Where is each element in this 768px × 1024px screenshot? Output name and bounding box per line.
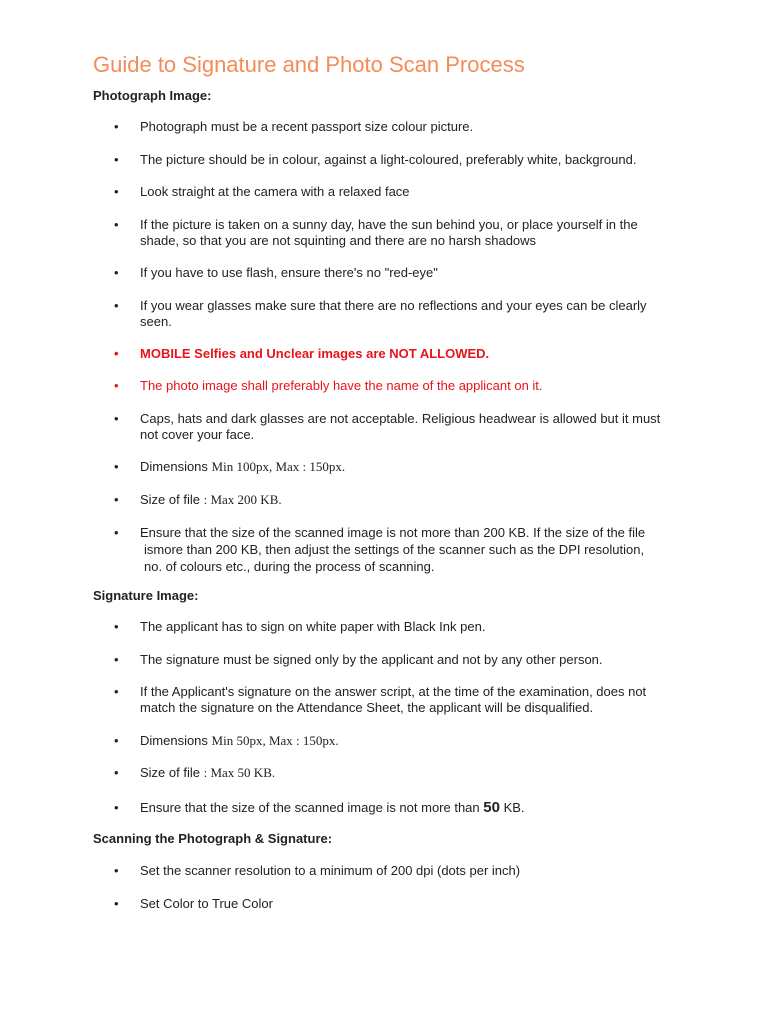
- bullet-icon: •: [114, 525, 119, 540]
- list-item-text: The picture should be in colour, against a light-coloured, preferably white, background.: [140, 152, 637, 167]
- ensure-line-2b: more than 200 KB, then adjust the settings of the scanner such as the DPI resolution,: [153, 542, 645, 557]
- list-item-text: Look straight at the camera with a relaxed face: [140, 184, 410, 199]
- list-item-text: The signature must be signed only by the applicant and not by any other person.: [140, 652, 603, 667]
- list-item-text: If the picture is taken on a sunny day, have the sun behind you, or place yourself in the shade, so that you are not squinting and there are no harsh shadows: [140, 217, 638, 248]
- file-size-value: : Max 200 KB.: [203, 492, 282, 507]
- list-item-text: The applicant has to sign on white paper with Black Ink pen.: [140, 619, 486, 634]
- bullet-icon: •: [114, 684, 119, 699]
- list-item-text: Photograph must be a recent passport size colour picture.: [140, 119, 474, 134]
- ensure-line-1: Ensure that the size of the scanned image is not more than 200 KB. If the size of the file: [140, 525, 646, 540]
- list-item-ensure-size: [114, 524, 674, 575]
- page-title: Guide to Signature and Photo Scan Process: [93, 52, 525, 77]
- list-item: [114, 217, 674, 249]
- list-item-text: Set Color to True Color: [140, 896, 273, 911]
- list-item-dimensions: [114, 459, 674, 475]
- ensure-line-2a: is: [144, 542, 154, 557]
- dimensions-value: Min 100px, Max : 150px.: [211, 459, 346, 474]
- list-item-text: The photo image shall preferably have the name of the applicant on it.: [140, 378, 543, 393]
- ensure-prefix: Ensure that the size of the scanned image is not more than: [140, 800, 480, 815]
- list-item: [114, 152, 674, 168]
- list-item-warning: [114, 378, 674, 394]
- dimensions-label: Dimensions: [140, 733, 208, 748]
- list-item-text: If the Applicant's signature on the answer script, at the time of the examination, does not match the signature on the Attendance Sheet, the applicant will be disqualified.: [140, 684, 647, 715]
- bullet-icon: •: [114, 800, 119, 815]
- list-item-ensure-size: [114, 800, 674, 816]
- list-item-text: Set the scanner resolution to a minimum of 200 dpi (dots per inch): [140, 863, 521, 878]
- list-item-warning: [114, 346, 674, 362]
- ensure-line-3: no. of colours etc., during the process of scanning.: [144, 559, 435, 574]
- list-item-text: If you have to use flash, ensure there's no "red-eye": [140, 265, 438, 280]
- file-size-label: Size of file: [140, 765, 200, 780]
- bullet-icon: •: [114, 411, 119, 426]
- photo-section-heading: Photograph Image:: [93, 88, 212, 103]
- file-size-label: Size of file: [140, 492, 200, 507]
- signature-section-heading: Signature Image:: [93, 588, 199, 603]
- bullet-icon: •: [114, 378, 119, 393]
- bullet-icon: •: [114, 863, 119, 878]
- list-item: [114, 619, 674, 635]
- bullet-icon: •: [114, 265, 119, 280]
- scanning-section-heading: Scanning the Photograph & Signature:: [93, 831, 333, 846]
- list-item: [114, 298, 674, 330]
- bullet-icon: •: [114, 217, 119, 232]
- bullet-icon: •: [114, 652, 119, 667]
- ensure-suffix: KB.: [503, 800, 525, 815]
- ensure-number: 50: [483, 799, 500, 816]
- bullet-icon: •: [114, 346, 119, 361]
- bullet-icon: •: [114, 298, 119, 313]
- bullet-icon: •: [114, 119, 119, 134]
- list-item-text: MOBILE Selfies and Unclear images are NOT ALLOWED.: [140, 346, 490, 361]
- list-item-file-size: [114, 492, 674, 508]
- list-item-text: If you wear glasses make sure that there are no reflections and your eyes can be clearly seen.: [140, 298, 647, 329]
- bullet-icon: •: [114, 765, 119, 780]
- list-item: [114, 863, 674, 879]
- list-item-dimensions: [114, 733, 674, 749]
- list-item: [114, 184, 674, 200]
- bullet-icon: •: [114, 459, 119, 474]
- file-size-value: : Max 50 KB.: [203, 765, 276, 780]
- bullet-icon: •: [114, 733, 119, 748]
- list-item: [114, 265, 674, 281]
- bullet-icon: •: [114, 152, 119, 167]
- list-item: [114, 411, 674, 443]
- list-item-text: Caps, hats and dark glasses are not acceptable. Religious headwear is allowed but it must not cover your face.: [140, 411, 661, 442]
- dimensions-label: Dimensions: [140, 459, 208, 474]
- bullet-icon: •: [114, 896, 119, 911]
- bullet-icon: •: [114, 492, 119, 507]
- list-item: [114, 896, 674, 912]
- list-item: [114, 652, 674, 668]
- dimensions-value: Min 50px, Max : 150px.: [211, 733, 339, 748]
- bullet-icon: •: [114, 619, 119, 634]
- list-item-file-size: [114, 765, 674, 781]
- bullet-icon: •: [114, 184, 119, 199]
- list-item: [114, 684, 674, 716]
- list-item: [114, 119, 674, 135]
